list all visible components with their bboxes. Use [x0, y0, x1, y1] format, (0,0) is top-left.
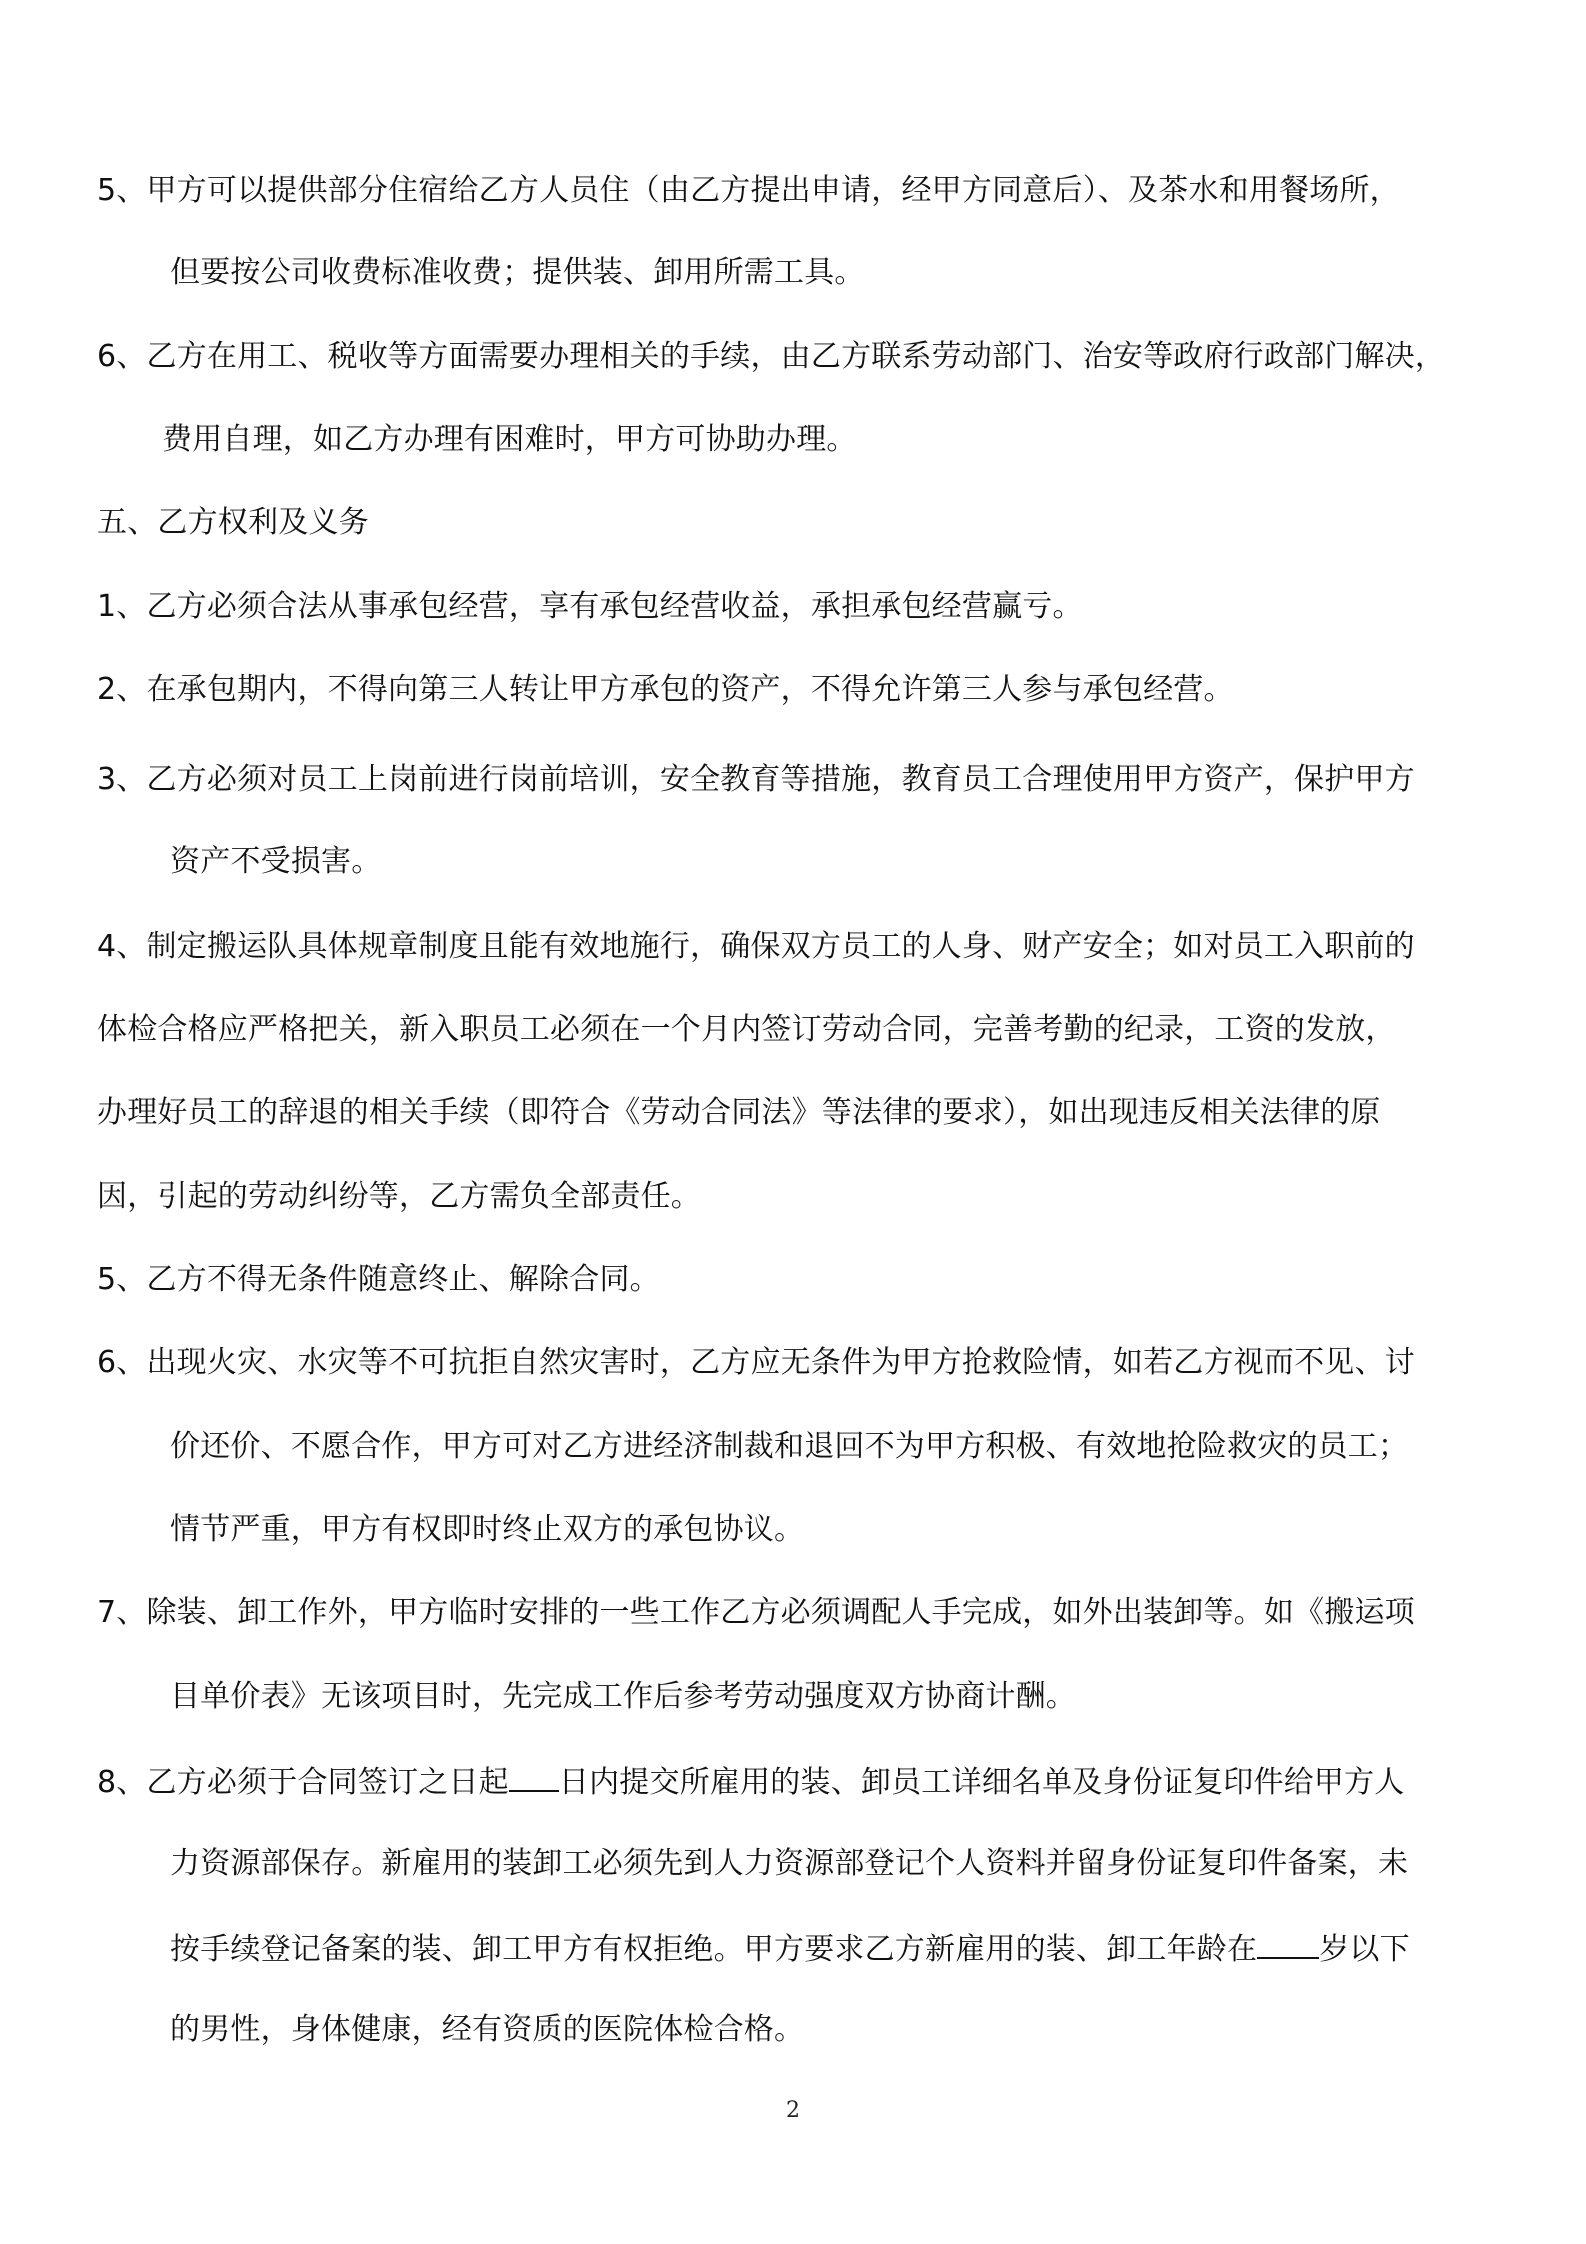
section-5-item-4-line-2: 体检合格应严格把关，新入职员工必须在一个月内签订劳动合同，完善考勤的纪录，工资的发放，	[97, 1012, 1396, 1047]
item-5-line-1: 5、甲方可以提供部分住宿给乙方人员住（由乙方提出申请，经甲方同意后）、及茶水和用餐场所，	[97, 173, 1400, 208]
section-5-item-6-line-2: 价还价、不愿合作，甲方可对乙方进经济制裁和退回不为甲方积极、有效地抢险救灾的员工；	[170, 1429, 1409, 1464]
section-5-item-4-line-1: 4、制定搬运队具体规章制度且能有效地施行，确保双方员工的人身、财产安全；如对员工入职前的	[97, 929, 1415, 964]
item-8-text-before-blank: 8、乙方必须于合同签订之日起	[97, 1765, 509, 1800]
age-blank[interactable]	[1257, 1927, 1319, 1959]
section-heading: 五、乙方权利及义务	[97, 505, 369, 540]
section-5-item-1: 1、乙方必须合法从事承包经营，享有承包经营收益，承担承包经营赢亏。	[97, 589, 1083, 624]
section-5-item-7-line-2: 目单价表》无该项目时，先完成工作后参考劳动强度双方协商计酬。	[170, 1679, 1076, 1714]
section-5-item-5: 5、乙方不得无条件随意终止、解除合同。	[97, 1262, 660, 1297]
section-5-item-4-line-4: 因，引起的劳动纠纷等，乙方需负全部责任。	[97, 1179, 701, 1214]
section-5-item-4-line-3: 办理好员工的辞退的相关手续（即符合《劳动合同法》等法律的要求），如出现违反相关法律的原	[97, 1095, 1381, 1130]
item-6-line-1: 6、乙方在用工、税收等方面需要办理相关的手续，由乙方联系劳动部门、治安等政府行政部门解决，	[97, 339, 1446, 374]
section-5-item-2: 2、在承包期内，不得向第三人转让甲方承包的资产，不得允许第三人参与承包经营。	[97, 672, 1234, 707]
section-5-item-8-line-1	[97, 1760, 1405, 1803]
section-5-item-8-line-4: 的男性，身体健康，经有资质的医院体检合格。	[170, 2012, 805, 2047]
section-5-item-3-line-1: 3、乙方必须对员工上岗前进行岗前培训，安全教育等措施，教育员工合理使用甲方资产，保护甲方	[97, 762, 1415, 797]
days-blank[interactable]	[509, 1760, 559, 1792]
item-8-text-after-blank: 日内提交所雇用的装、卸员工详细名单及身份证复印件给甲方人	[558, 1765, 1405, 1800]
section-5-item-6-line-3: 情节严重，甲方有权即时终止双方的承包协议。	[170, 1512, 805, 1547]
item-5-line-2: 但要按公司收费标准收费；提供装、卸用所需工具。	[170, 255, 865, 290]
item-6-line-2: 费用自理，如乙方办理有困难时，甲方可协助办理。	[162, 422, 857, 457]
section-5-item-8-line-3	[170, 1927, 1410, 1970]
section-5-item-7-line-1: 7、除装、卸工作外，甲方临时安排的一些工作乙方必须调配人手完成，如外出装卸等。如《搬运项	[97, 1595, 1415, 1630]
item-8-age-text-before: 按手续登记备案的装、卸工甲方有权拒绝。甲方要求乙方新雇用的装、卸工年龄在	[170, 1932, 1258, 1967]
section-5-item-3-line-2: 资产不受损害。	[170, 844, 382, 879]
item-8-age-text-after: 岁以下	[1319, 1932, 1410, 1967]
section-5-item-6-line-1: 6、出现火灾、水灾等不可抗拒自然灾害时，乙方应无条件为甲方抢救险情，如若乙方视而不见、讨	[97, 1345, 1415, 1380]
section-5-item-8-line-2: 力资源部保存。新雇用的装卸工必须先到人力资源部登记个人资料并留身份证复印件备案，未	[170, 1846, 1409, 1881]
page-number: 2	[786, 2098, 800, 2123]
